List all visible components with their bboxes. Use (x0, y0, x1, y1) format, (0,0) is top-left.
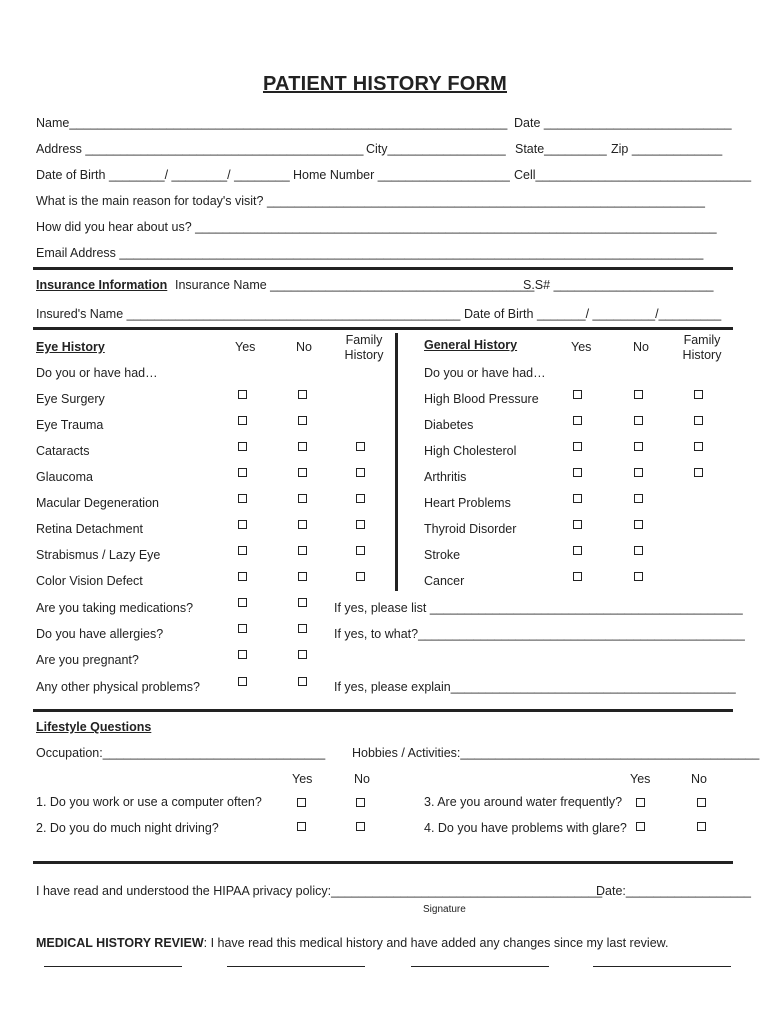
medications-question: Are you taking medications? (36, 601, 194, 615)
blood-pressure-no-checkbox[interactable] (634, 390, 643, 399)
eye-item-color-vision: Color Vision Defect (36, 574, 143, 588)
date-field[interactable]: Date ___________________________ (514, 116, 732, 130)
general-item-cholesterol: High Cholesterol (424, 444, 517, 458)
strabismus-yes-checkbox[interactable] (238, 546, 247, 555)
review-signature-line[interactable] (411, 966, 549, 967)
hear-about-field[interactable]: How did you hear about us? ___________________________________________________________________________ (36, 220, 717, 234)
review-statement (36, 937, 668, 950)
signature-caption: Signature (423, 904, 466, 915)
general-col-family: Family (683, 333, 721, 347)
general-item-cancer: Cancer (424, 574, 465, 588)
hobbies-field[interactable]: Hobbies / Activities:___________________________________________ (352, 746, 760, 760)
general-history-heading: General History (424, 338, 518, 352)
cholesterol-no-checkbox[interactable] (634, 442, 643, 451)
thyroid-yes-checkbox[interactable] (573, 520, 582, 529)
insured-dob-field[interactable]: Date of Birth _______/ _________/_________ (464, 307, 722, 321)
cataracts-family-checkbox[interactable] (356, 442, 365, 451)
general-col-no: No (633, 340, 649, 354)
lifestyle-col-no-right: No (691, 772, 707, 786)
physical-yes-checkbox[interactable] (238, 677, 247, 686)
cataracts-no-checkbox[interactable] (298, 442, 307, 451)
general-item-blood-pressure: High Blood Pressure (424, 392, 539, 406)
retina-no-checkbox[interactable] (298, 520, 307, 529)
main-reason-field[interactable]: What is the main reason for today's visit? _______________________________________________________________ (36, 194, 705, 208)
lifestyle-col-no-left: No (354, 772, 370, 786)
q2-no-checkbox[interactable] (356, 822, 365, 831)
section-divider (33, 861, 733, 864)
arthritis-yes-checkbox[interactable] (573, 468, 582, 477)
insurance-heading: Insurance Information (36, 278, 168, 292)
lifestyle-q1: 1. Do you work or use a computer often? (36, 795, 262, 809)
home-number-field[interactable]: Home Number ___________________ (293, 168, 510, 182)
email-field[interactable]: Email Address ____________________________________________________________________________________ (36, 246, 704, 260)
section-divider (33, 267, 733, 270)
section-divider (33, 327, 733, 330)
color-vision-yes-checkbox[interactable] (238, 572, 247, 581)
pregnant-yes-checkbox[interactable] (238, 650, 247, 659)
lifestyle-q2: 2. Do you do much night driving? (36, 821, 219, 835)
state-field[interactable]: State_________ (515, 142, 607, 156)
hipaa-date-field[interactable]: Date:__________________ (596, 884, 752, 898)
general-item-heart: Heart Problems (424, 496, 511, 510)
diabetes-yes-checkbox[interactable] (573, 416, 582, 425)
macular-family-checkbox[interactable] (356, 494, 365, 503)
eye-col-family: Family (345, 333, 383, 347)
general-item-stroke: Stroke (424, 548, 461, 562)
allergies-no-checkbox[interactable] (298, 624, 307, 633)
glaucoma-family-checkbox[interactable] (356, 468, 365, 477)
eye-item-strabismus: Strabismus / Lazy Eye (36, 548, 161, 562)
physical-explain-field[interactable]: If yes, please explain_________________________________________ (334, 680, 736, 694)
q4-yes-checkbox[interactable] (636, 822, 645, 831)
ssn-field[interactable]: S.S# _______________________ (523, 278, 714, 292)
strabismus-no-checkbox[interactable] (298, 546, 307, 555)
eye-item-macular: Macular Degeneration (36, 496, 159, 510)
diabetes-no-checkbox[interactable] (634, 416, 643, 425)
lifestyle-heading: Lifestyle Questions (36, 720, 152, 734)
pregnant-no-checkbox[interactable] (298, 650, 307, 659)
lifestyle-q4: 4. Do you have problems with glare? (424, 821, 627, 835)
page-title: PATIENT HISTORY FORM (262, 73, 507, 95)
color-vision-no-checkbox[interactable] (298, 572, 307, 581)
eye-trauma-yes-checkbox[interactable] (238, 416, 247, 425)
heart-yes-checkbox[interactable] (573, 494, 582, 503)
eye-intro: Do you or have had… (36, 366, 158, 380)
color-vision-family-checkbox[interactable] (356, 572, 365, 581)
heart-no-checkbox[interactable] (634, 494, 643, 503)
cancer-no-checkbox[interactable] (634, 572, 643, 581)
arthritis-no-checkbox[interactable] (634, 468, 643, 477)
cataracts-yes-checkbox[interactable] (238, 442, 247, 451)
table-divider (395, 333, 398, 591)
city-field[interactable]: City_________________ (366, 142, 506, 156)
occupation-field[interactable]: Occupation:________________________________ (36, 746, 326, 760)
q2-yes-checkbox[interactable] (297, 822, 306, 831)
general-item-thyroid: Thyroid Disorder (424, 522, 517, 536)
lifestyle-q3: 3. Are you around water frequently? (424, 795, 623, 809)
eye-surgery-no-checkbox[interactable] (298, 390, 307, 399)
pregnant-question: Are you pregnant? (36, 653, 139, 667)
general-col-history: History (682, 348, 722, 362)
hipaa-signature-field[interactable]: I have read and understood the HIPAA privacy policy:_______________________________________ (36, 884, 603, 898)
general-intro: Do you or have had… (424, 366, 546, 380)
q1-yes-checkbox[interactable] (297, 798, 306, 807)
review-signature-line[interactable] (227, 966, 365, 967)
retina-family-checkbox[interactable] (356, 520, 365, 529)
glaucoma-yes-checkbox[interactable] (238, 468, 247, 477)
insurance-name-field[interactable]: Insurance Name ______________________________________ (175, 278, 535, 292)
stroke-no-checkbox[interactable] (634, 546, 643, 555)
eye-col-yes: Yes (235, 340, 256, 354)
review-signature-line[interactable] (44, 966, 182, 967)
cholesterol-yes-checkbox[interactable] (573, 442, 582, 451)
arthritis-family-checkbox[interactable] (694, 468, 703, 477)
general-item-arthritis: Arthritis (424, 470, 467, 484)
general-item-diabetes: Diabetes (424, 418, 474, 432)
q3-yes-checkbox[interactable] (636, 798, 645, 807)
cholesterol-family-checkbox[interactable] (694, 442, 703, 451)
lifestyle-col-yes-right: Yes (630, 772, 651, 786)
eye-item-glaucoma: Glaucoma (36, 470, 93, 484)
eye-item-surgery: Eye Surgery (36, 392, 105, 406)
cell-field[interactable]: Cell_______________________________ (514, 168, 752, 182)
q3-no-checkbox[interactable] (697, 798, 706, 807)
section-divider (33, 709, 733, 712)
insured-name-field[interactable]: Insured's Name ________________________________________________ (36, 307, 461, 321)
eye-item-cataracts: Cataracts (36, 444, 90, 458)
diabetes-family-checkbox[interactable] (694, 416, 703, 425)
allergies-yes-checkbox[interactable] (238, 624, 247, 633)
allergies-what-field[interactable]: If yes, to what?_______________________________________________ (334, 627, 745, 641)
glaucoma-no-checkbox[interactable] (298, 468, 307, 477)
cancer-yes-checkbox[interactable] (573, 572, 582, 581)
eye-item-trauma: Eye Trauma (36, 418, 104, 432)
dob-field[interactable]: Date of Birth ________/ ________/ ________ (36, 168, 290, 182)
blood-pressure-yes-checkbox[interactable] (573, 390, 582, 399)
physical-no-checkbox[interactable] (298, 677, 307, 686)
review-label: MEDICAL HISTORY REVIEW (36, 936, 204, 950)
review-signature-line[interactable] (593, 966, 731, 967)
eye-surgery-yes-checkbox[interactable] (238, 390, 247, 399)
name-field[interactable]: Name_______________________________________________________________ (36, 116, 508, 130)
thyroid-no-checkbox[interactable] (634, 520, 643, 529)
physical-question: Any other physical problems? (36, 680, 200, 694)
q1-no-checkbox[interactable] (356, 798, 365, 807)
macular-yes-checkbox[interactable] (238, 494, 247, 503)
zip-field[interactable]: Zip _____________ (611, 142, 723, 156)
medications-no-checkbox[interactable] (298, 598, 307, 607)
blood-pressure-family-checkbox[interactable] (694, 390, 703, 399)
eye-col-history: History (344, 348, 384, 362)
retina-yes-checkbox[interactable] (238, 520, 247, 529)
medications-yes-checkbox[interactable] (238, 598, 247, 607)
q4-no-checkbox[interactable] (697, 822, 706, 831)
strabismus-family-checkbox[interactable] (356, 546, 365, 555)
review-text: : I have read this medical history and have added any changes since my last review. (203, 936, 669, 950)
stroke-yes-checkbox[interactable] (573, 546, 582, 555)
general-col-yes: Yes (571, 340, 592, 354)
address-field[interactable]: Address ________________________________________ (36, 142, 364, 156)
eye-item-retina: Retina Detachment (36, 522, 144, 536)
macular-no-checkbox[interactable] (298, 494, 307, 503)
medications-list-field[interactable]: If yes, please list _____________________________________________ (334, 601, 743, 615)
lifestyle-col-yes-left: Yes (292, 772, 313, 786)
eye-trauma-no-checkbox[interactable] (298, 416, 307, 425)
eye-history-heading: Eye History (36, 340, 105, 354)
eye-col-no: No (296, 340, 312, 354)
allergies-question: Do you have allergies? (36, 627, 164, 641)
